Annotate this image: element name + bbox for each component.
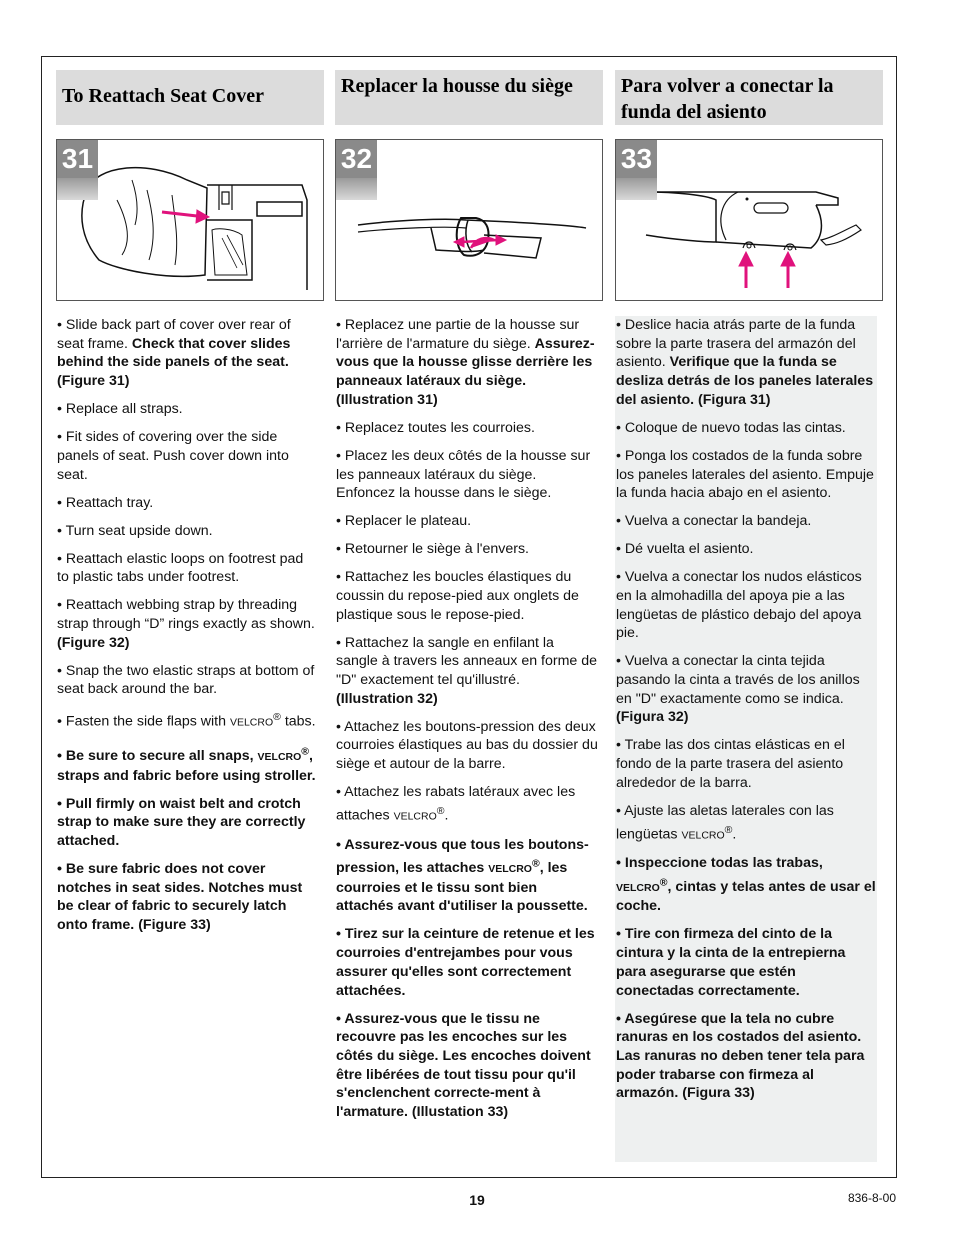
registered-mark: ® bbox=[301, 745, 310, 758]
column-english bbox=[56, 70, 324, 934]
step bbox=[57, 596, 319, 652]
registered-mark: ® bbox=[273, 711, 281, 724]
step: • Snap the two elastic straps at bottom of seat back around the bar. bbox=[57, 662, 315, 698]
velcro-trademark: VELCRO bbox=[229, 717, 274, 730]
step: • Reattach elastic loops on footrest pad to plastic tabs under footrest. bbox=[57, 550, 304, 586]
step-text: . bbox=[444, 807, 449, 824]
velcro-trademark: VELCRO bbox=[681, 829, 725, 842]
step-text: tabs. bbox=[280, 714, 316, 731]
column-spanish bbox=[615, 70, 883, 1102]
figure-32 bbox=[335, 139, 603, 301]
figure-33 bbox=[615, 139, 883, 301]
step: • Turn seat upside down. bbox=[57, 522, 213, 539]
step-emphasis: • Be sure to secure all snaps, bbox=[57, 747, 258, 764]
step-text: • Fasten the side flaps with bbox=[57, 714, 230, 731]
step-text: • Vuelva a conectar la cinta tejida pasando la cinta a través de los anillos en "D" exactamente como se indica. bbox=[616, 653, 860, 707]
figure-number-33: 33 bbox=[616, 140, 657, 200]
step bbox=[57, 795, 319, 851]
step: • Dé vuelta el asiento. bbox=[616, 541, 754, 558]
instructions-spanish bbox=[615, 316, 877, 1162]
step-text: . bbox=[732, 826, 737, 843]
step-emphasis: • Be sure fabric does not cover notches in seat sides. Notches must be clear of fabric to securely latch onto frame. (Figure 33) bbox=[57, 860, 303, 934]
step-emphasis: • Pull firmly on waist belt and crotch strap to make sure they are correctly attached. bbox=[57, 795, 306, 849]
step-emphasis: (Illustration 32) bbox=[336, 690, 438, 707]
section-header-spanish: Para volver a conectar la funda del asiento bbox=[615, 70, 883, 125]
step bbox=[616, 802, 877, 845]
step-emphasis: Verifique que la funda se desliza detrás de los paneles laterales del asiento. (Figura 31) bbox=[616, 354, 874, 408]
step bbox=[57, 860, 319, 935]
figure-31 bbox=[56, 139, 324, 301]
step-text: • Ajuste las aletas laterales con las lengüetas bbox=[616, 802, 834, 843]
step-text: • Deslice hacia atrás parte de la funda sobre la parte trasera del armazón del asiento. bbox=[616, 317, 856, 371]
step: • Placez les deux côtés de la housse sur les panneaux latéraux du siège. Enfoncez la housse dans le siège. bbox=[336, 447, 591, 502]
step bbox=[336, 925, 598, 1000]
step: • Ponga los costados de la funda sobre los paneles laterales del asiento. Empuje la funda hacia abajo en el asiento. bbox=[616, 447, 874, 502]
step-emphasis: • Asegúrese que la tela no cubre ranuras en los costados del asiento. Las ranuras no deben tener tela para poder trabarse con firmeza al armazón. (Figura 33) bbox=[616, 1010, 865, 1102]
step bbox=[616, 854, 877, 916]
step-text: • Attachez les rabats latéraux avec les attaches bbox=[336, 784, 576, 824]
step bbox=[336, 634, 598, 709]
figure-number-31: 31 bbox=[57, 140, 98, 200]
step: • Replacez toutes les courroies. bbox=[336, 419, 535, 436]
step bbox=[336, 316, 598, 410]
instructions-english bbox=[57, 316, 319, 944]
step-emphasis: • Tirez sur la ceinture de retenue et les courroies d'entrejambes pour vous assurer qu'elles sont correctement attachées. bbox=[336, 926, 595, 999]
registered-mark: ® bbox=[659, 875, 668, 888]
step-text: • Reattach webbing strap by threading strap through “D” rings exactly as shown. bbox=[57, 597, 315, 632]
step-emphasis: (Figure 32) bbox=[57, 634, 130, 651]
step-emphasis: , les courroies et le tissu sont bien attachés avant d'utiliser la poussette. bbox=[336, 860, 588, 915]
velcro-trademark: VELCRO bbox=[616, 881, 660, 894]
step-emphasis: • Tire con firmeza del cinto de la cintura y la cinta de la entrepierna para asegurarse que estén conectadas correctamente. bbox=[616, 926, 846, 999]
step-emphasis: • Assurez-vous que le tissu ne recouvre pas les encoches sur les côtés du siège. Les encoches doivent être libérées de tout tissu pour qu'il s'enclenchent correcte-ment à l'armature. (Illustation 33) bbox=[336, 1010, 591, 1121]
registered-mark: ® bbox=[436, 804, 445, 817]
step-emphasis: (Figura 32) bbox=[616, 709, 689, 726]
step-text: • Rattachez la sangle en enfilant la sangle à travers les anneaux en forme de "D" exactement tel qu'illustré. bbox=[336, 634, 598, 689]
document-code: 836-8-00 bbox=[847, 1191, 896, 1205]
step: • Replacer le plateau. bbox=[336, 513, 472, 530]
instructions-french bbox=[336, 316, 598, 1131]
step-emphasis: • Inspeccione todas las trabas, bbox=[616, 855, 823, 872]
step bbox=[616, 652, 877, 727]
step-emphasis: Assurez-vous que la housse glisse derrière les panneaux latéraux du siège. (Illustration 31) bbox=[336, 335, 595, 408]
step: • Fit sides of covering over the side panels of seat. Push cover down into seat. bbox=[57, 429, 289, 483]
figure-number-32: 32 bbox=[336, 140, 377, 200]
step bbox=[336, 783, 598, 826]
step bbox=[616, 316, 877, 410]
step: • Trabe las dos cintas elásticas en el fondo de la parte trasera del asiento alrededor de la barra. bbox=[616, 737, 845, 791]
step-emphasis: , straps and fabric before using stroller. bbox=[57, 747, 316, 784]
step bbox=[616, 1010, 877, 1104]
velcro-trademark: VELCRO bbox=[393, 810, 437, 823]
step-text: • Slide back part of cover over rear of seat frame. bbox=[57, 317, 291, 352]
step: • Replace all straps. bbox=[57, 401, 183, 418]
step-text: • Replacez une partie de la housse sur l'arrière de l'armature du siège. bbox=[336, 317, 580, 352]
step bbox=[57, 708, 319, 732]
step-emphasis: Check that cover slides behind the side panels of the seat. (Figure 31) bbox=[57, 335, 291, 390]
step-emphasis: • Assurez-vous que tous les boutons-pression, les attaches bbox=[336, 836, 589, 877]
column-french bbox=[335, 70, 603, 1121]
step bbox=[57, 742, 319, 785]
registered-mark: ® bbox=[724, 823, 733, 836]
step: • Vuelva a conectar la bandeja. bbox=[616, 513, 812, 530]
page-number: 19 bbox=[469, 1192, 485, 1208]
step bbox=[336, 836, 598, 917]
step: • Retourner le siège à l'envers. bbox=[336, 541, 529, 558]
step bbox=[57, 316, 319, 391]
velcro-trademark: VELCRO bbox=[257, 750, 302, 763]
step: • Reattach tray. bbox=[57, 494, 154, 511]
velcro-trademark: VELCRO bbox=[488, 863, 532, 876]
step: • Attachez les boutons-pression des deux courroies élastiques au bas du dossier du siège et autour de la barre. bbox=[336, 718, 598, 773]
step-emphasis: , cintas y telas antes de usar el coche. bbox=[616, 878, 876, 915]
step: • Vuelva a conectar los nudos elásticos en la almohadilla del apoya pie a las lengüetas de plástico debajo del apoya pie. bbox=[616, 569, 862, 642]
step bbox=[336, 1010, 598, 1122]
step: • Coloque de nuevo todas las cintas. bbox=[616, 419, 846, 436]
registered-mark: ® bbox=[531, 857, 540, 870]
step bbox=[616, 925, 877, 1000]
section-header-english: To Reattach Seat Cover bbox=[56, 70, 324, 125]
step: • Rattachez les boucles élastiques du coussin du repose-pied aux onglets de plastique sous le repose-pied. bbox=[336, 569, 579, 623]
section-header-french: Replacer la housse du siège bbox=[335, 70, 603, 125]
